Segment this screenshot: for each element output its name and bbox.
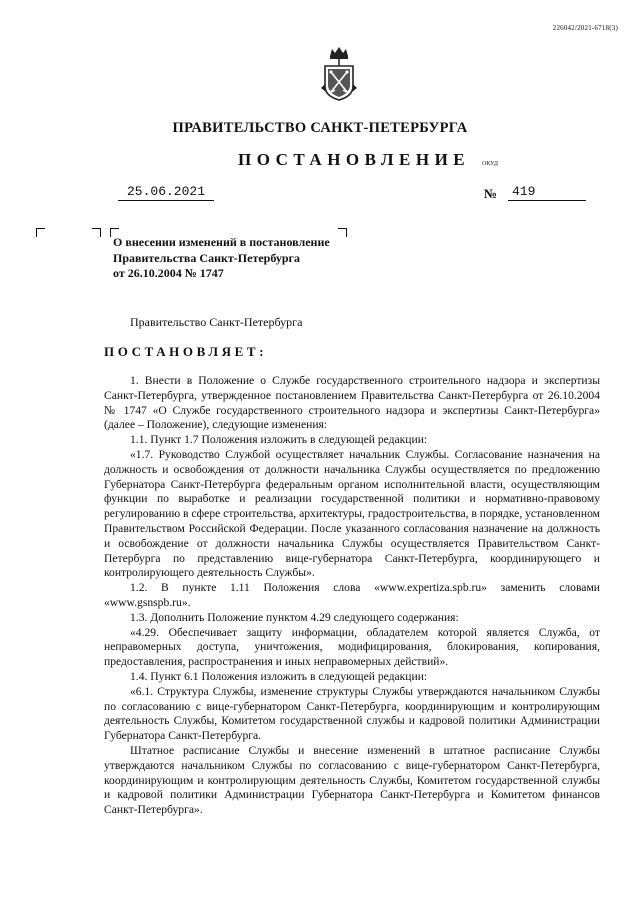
preamble: Правительство Санкт-Петербурга: [130, 315, 303, 329]
paragraph-staffing: Штатное расписание Службы и внесение изменений в штатное расписание Службы утверждаются начальником Службы по согласованию с вице-губернатором Санкт-Петербурга, координирующим и контролирующим деятельность Службы, Комитетом государственной службы и кадровой политики Администрации Губернатора Санкт-Петербурга и Комитетом финансов Санкт-Петербурга».: [104, 743, 600, 817]
spb-coat-of-arms-icon: [316, 44, 362, 102]
paragraph-1-3: 1.3. Дополнить Положение пунктом 4.29 следующего содержания:: [130, 610, 459, 624]
margin-mark: [92, 228, 101, 237]
paragraph-1-7-text: «1.7. Руководство Службой осуществляет начальник Службы. Согласование назначения на должность и освобождения от должности начальника Службы осуществляется по предложению Губернатора Санкт-Петербурга федеральным органом исполнительной власти, осуществляющим функции по выработке и реализации государственной политики и нормативно-правовому регулированию в сфере строительства, архитектуры, градостроительства, в порядке, установленном Правительством Российской Федерации. После указанного согласования назначение на должность и освобождение от должности начальника Службы осуществляется Правительством Санкт-Петербурга по представлению вице-губернатора Санкт-Петербурга, координирующего и контролирующего деятельность Службы».: [104, 447, 600, 580]
subject-line: Правительства Санкт-Петербурга: [113, 250, 301, 265]
document-date: 25.06.2021: [118, 184, 214, 201]
paragraph-1-4: 1.4. Пункт 6.1 Положения изложить в следующей редакции:: [130, 669, 428, 683]
resolves-heading: ПОСТАНОВЛЯЕТ:: [104, 344, 268, 359]
document-type: ПОСТАНОВЛЕНИЕ: [238, 150, 471, 169]
document-number: 419: [508, 184, 586, 201]
government-title: ПРАВИТЕЛЬСТВО САНКТ-ПЕТЕРБУРГА: [172, 120, 468, 136]
paragraph-1-1: 1.1. Пункт 1.7 Положения изложить в следующей редакции:: [130, 433, 428, 447]
margin-mark: [36, 228, 45, 237]
paragraph-4-29-text: «4.29. Обеспечивает защиту информации, обладателем которой является Служба, от неправомерных доступа, уничтожения, модифицирования, блокирования, копирования, предоставления, распространения и иных неправомерных действий».: [104, 625, 600, 669]
subject-line: О внесении изменений в постановление: [113, 235, 330, 249]
paragraph-1-2: 1.2. В пункте 1.11 Положения слова «www.expertiza.spb.ru» заменить словами «www.gsnspb.ru».: [104, 581, 600, 609]
document-subject: [113, 235, 330, 282]
registration-number: 226042/2021-6718(3): [552, 24, 618, 32]
document-body: [104, 374, 600, 818]
okud-label: ОКУД: [482, 161, 498, 167]
number-label: №: [484, 186, 498, 201]
subject-line: от 26.10.2004 № 1747: [113, 266, 224, 280]
margin-mark: [338, 228, 347, 237]
paragraph-1: 1. Внести в Положение о Службе государственного строительного надзора и экспертизы Санкт-Петербурга, утвержденное постановлением Правительства Санкт-Петербурга от 26.10.2004 № 1747 «О Службе государственного строительного надзора и экспертизы Санкт-Петербурга» (далее – Положение), следующие изменения:: [104, 374, 600, 432]
paragraph-6-1-text: «6.1. Структура Службы, изменение структуры Службы утверждаются начальником Службы по согласованию с вице-губернатором Санкт-Петербурга, координирующим и контролирующим деятельность Службы, Комитетом государственной службы и кадровой политики Администрации Губернатора Санкт-Петербурга.: [104, 684, 600, 743]
